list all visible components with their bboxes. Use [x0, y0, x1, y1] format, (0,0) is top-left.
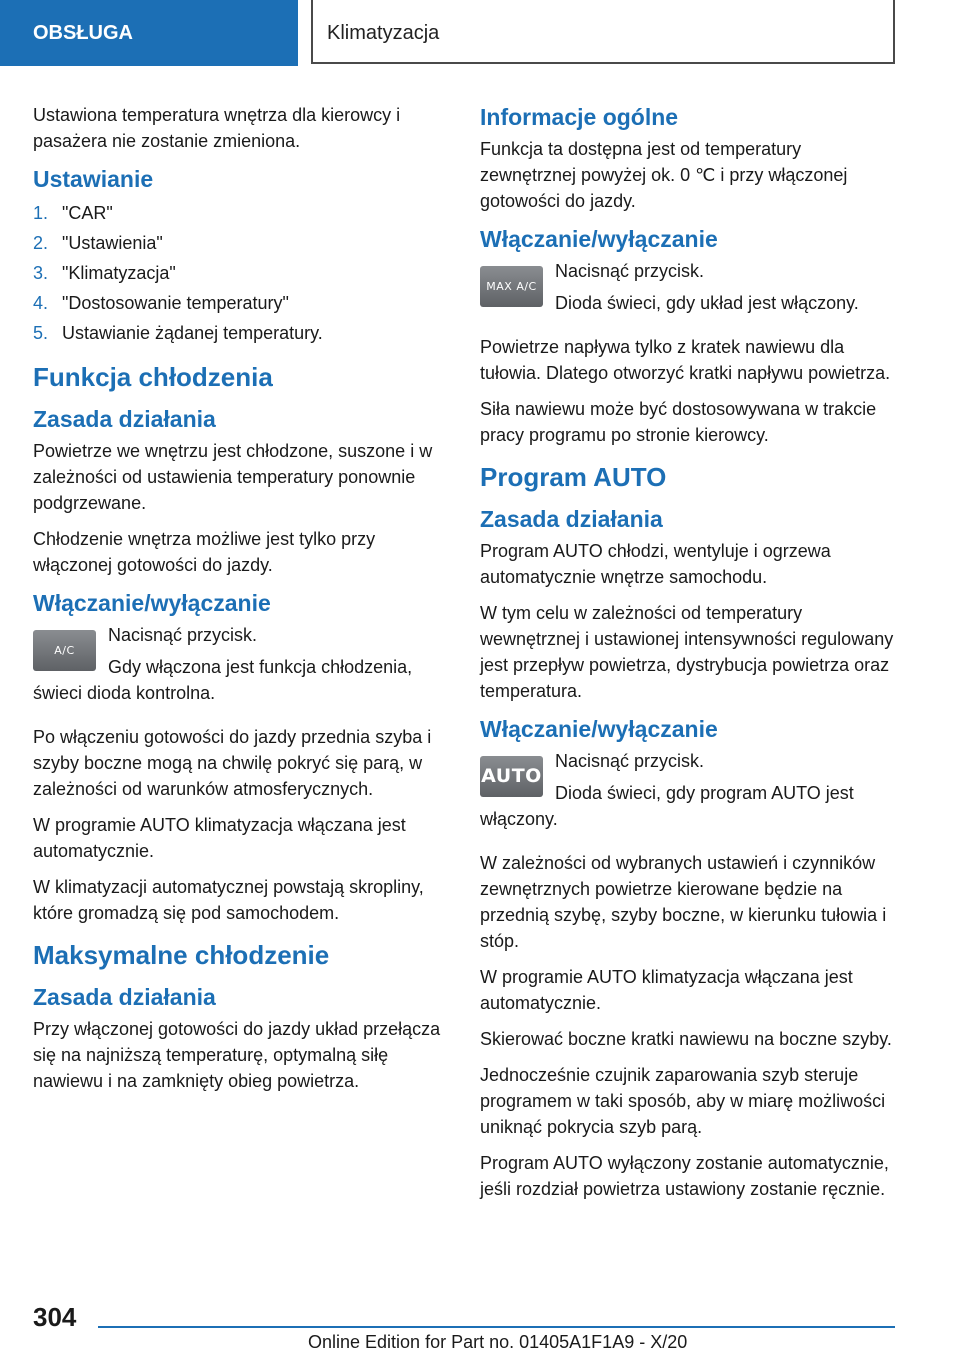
step-number: 2.	[33, 233, 49, 253]
heading-general-info: Informacje ogólne	[480, 104, 679, 130]
cooling-paragraph-2: Chłodzenie wnętrza możliwe jest tylko przy włączonej gotowości do jazdy.	[33, 529, 376, 575]
info-paragraph-1: Funkcja ta dostępna jest od temperatury zewnętrznej powyżej ok. 0 ℃ i przy włączonej gotowości do jazdy.	[480, 139, 848, 211]
auto-press-text: Nacisnąć przycisk.	[555, 751, 705, 771]
footer-divider	[98, 1326, 895, 1328]
auto-paragraph-6: Jednocześnie czujnik zaparowania szyb steruje programem w taki sposób, aby w miarę możliwości uniknąć pokrycia szyb parą.	[480, 1065, 886, 1137]
step-number: 3.	[33, 263, 49, 283]
list-item	[33, 288, 453, 318]
heading-auto-principle: Zasada działania	[480, 506, 663, 532]
list-item	[33, 198, 453, 228]
heading-max-principle: Zasada działania	[33, 984, 216, 1010]
auto-paragraph-7: Program AUTO wyłączony zostanie automatycznie, jeśli rozdział powietrza ustawiony zostanie ręcznie.	[480, 1153, 889, 1199]
max-ac-button-icon: MAX A/C	[480, 266, 543, 307]
max-paragraph-1: Przy włączonej gotowości do jazdy układ przełącza się na najniższą temperaturę, optymalną siłę nawiewu i na zamknięty obieg powietrza.	[33, 1019, 441, 1091]
step-text: "CAR"	[62, 203, 113, 223]
max-paragraph-2: Powietrze napływa tylko z kratek nawiewu dla tułowia. Dlatego otworzyć kratki napływu powietrza.	[480, 337, 891, 383]
section-tab: OBSŁUGA	[0, 0, 298, 66]
heading-cooling-function: Funkcja chłodzenia	[33, 362, 273, 392]
cooling-paragraph-1: Powietrze we wnętrzu jest chłodzone, suszone i w zależności od ustawienia temperatury ponownie podgrzewane.	[33, 441, 433, 513]
step-number: 1.	[33, 203, 49, 223]
max-paragraph-3: Siła nawiewu może być dostosowywana w trakcie pracy programu po stronie kierowcy.	[480, 399, 877, 445]
chapter-title: Klimatyzacja	[311, 0, 895, 64]
heading-ustawianie: Ustawianie	[33, 166, 154, 192]
intro-paragraph: Ustawiona temperatura wnętrza dla kierowcy i pasażera nie zostanie zmieniona.	[33, 105, 401, 151]
heading-auto-program: Program AUTO	[480, 462, 667, 492]
auto-paragraph-4: W programie AUTO klimatyzacja włączana jest automatycznie.	[480, 967, 853, 1013]
ac-press-text: Nacisnąć przycisk.	[108, 625, 258, 645]
page-header	[0, 0, 960, 66]
auto-paragraph-3: W zależności od wybranych ustawień i czynników zewnętrznych powietrze kierowane będzie na przednią szybę, szyby boczne, w kierunku tułowia i stóp.	[480, 853, 887, 951]
right-column	[480, 102, 900, 1212]
cooling-paragraph-3: Po włączeniu gotowości do jazdy przednia szyba i szyby boczne mogą na chwilę pokryć się parą, w zależności od warunków atmosferycznych.	[33, 727, 432, 799]
ac-button-block	[33, 622, 453, 712]
heading-cooling-onoff: Włączanie/wyłączanie	[33, 590, 271, 616]
step-text: "Dostosowanie temperatury"	[62, 293, 289, 313]
auto-paragraph-2: W tym celu w zależności od temperatury wewnętrznej i ustawionej intensywności regulowany jest przepływ powietrza, dystrybucja powietrza oraz temperatura.	[480, 603, 894, 701]
step-number: 4.	[33, 293, 49, 313]
auto-button-block	[480, 748, 900, 838]
heading-auto-onoff: Włączanie/wyłączanie	[480, 716, 718, 742]
auto-button-icon: AUTO	[480, 756, 543, 797]
heading-max-cooling: Maksymalne chłodzenie	[33, 940, 330, 970]
ac-button-icon: A/C	[33, 630, 96, 671]
maxac-press-text: Nacisnąć przycisk.	[555, 261, 705, 281]
cooling-paragraph-4: W programie AUTO klimatyzacja włączana jest automatycznie.	[33, 815, 406, 861]
ac-note-text: Gdy włączona jest funkcja chłodzenia, świeci dioda kontrolna.	[33, 657, 413, 703]
step-text: Ustawianie żądanej temperatury.	[62, 323, 323, 343]
step-text: "Ustawienia"	[62, 233, 163, 253]
auto-paragraph-1: Program AUTO chłodzi, wentyluje i ogrzewa automatycznie wnętrze samochodu.	[480, 541, 831, 587]
auto-paragraph-5: Skierować boczne kratki nawiewu na boczne szyby.	[480, 1029, 892, 1049]
maxac-note-text: Dioda świeci, gdy układ jest włączony.	[555, 293, 859, 313]
step-number: 5.	[33, 323, 49, 343]
list-item	[33, 258, 453, 288]
auto-note-text: Dioda świeci, gdy program AUTO jest włączony.	[480, 783, 854, 829]
maxac-button-block	[480, 258, 900, 322]
step-text: "Klimatyzacja"	[62, 263, 176, 283]
footer-edition: Online Edition for Part no. 01405A1F1A9 - X/20	[308, 1332, 688, 1352]
left-column	[33, 102, 453, 1104]
heading-max-onoff: Włączanie/wyłączanie	[480, 226, 718, 252]
list-item	[33, 318, 453, 348]
page-number: 304	[33, 1302, 77, 1332]
steps-list	[33, 198, 453, 348]
list-item	[33, 228, 453, 258]
cooling-paragraph-5: W klimatyzacji automatycznej powstają skropliny, które gromadzą się pod samochodem.	[33, 877, 424, 923]
heading-cooling-principle: Zasada działania	[33, 406, 216, 432]
